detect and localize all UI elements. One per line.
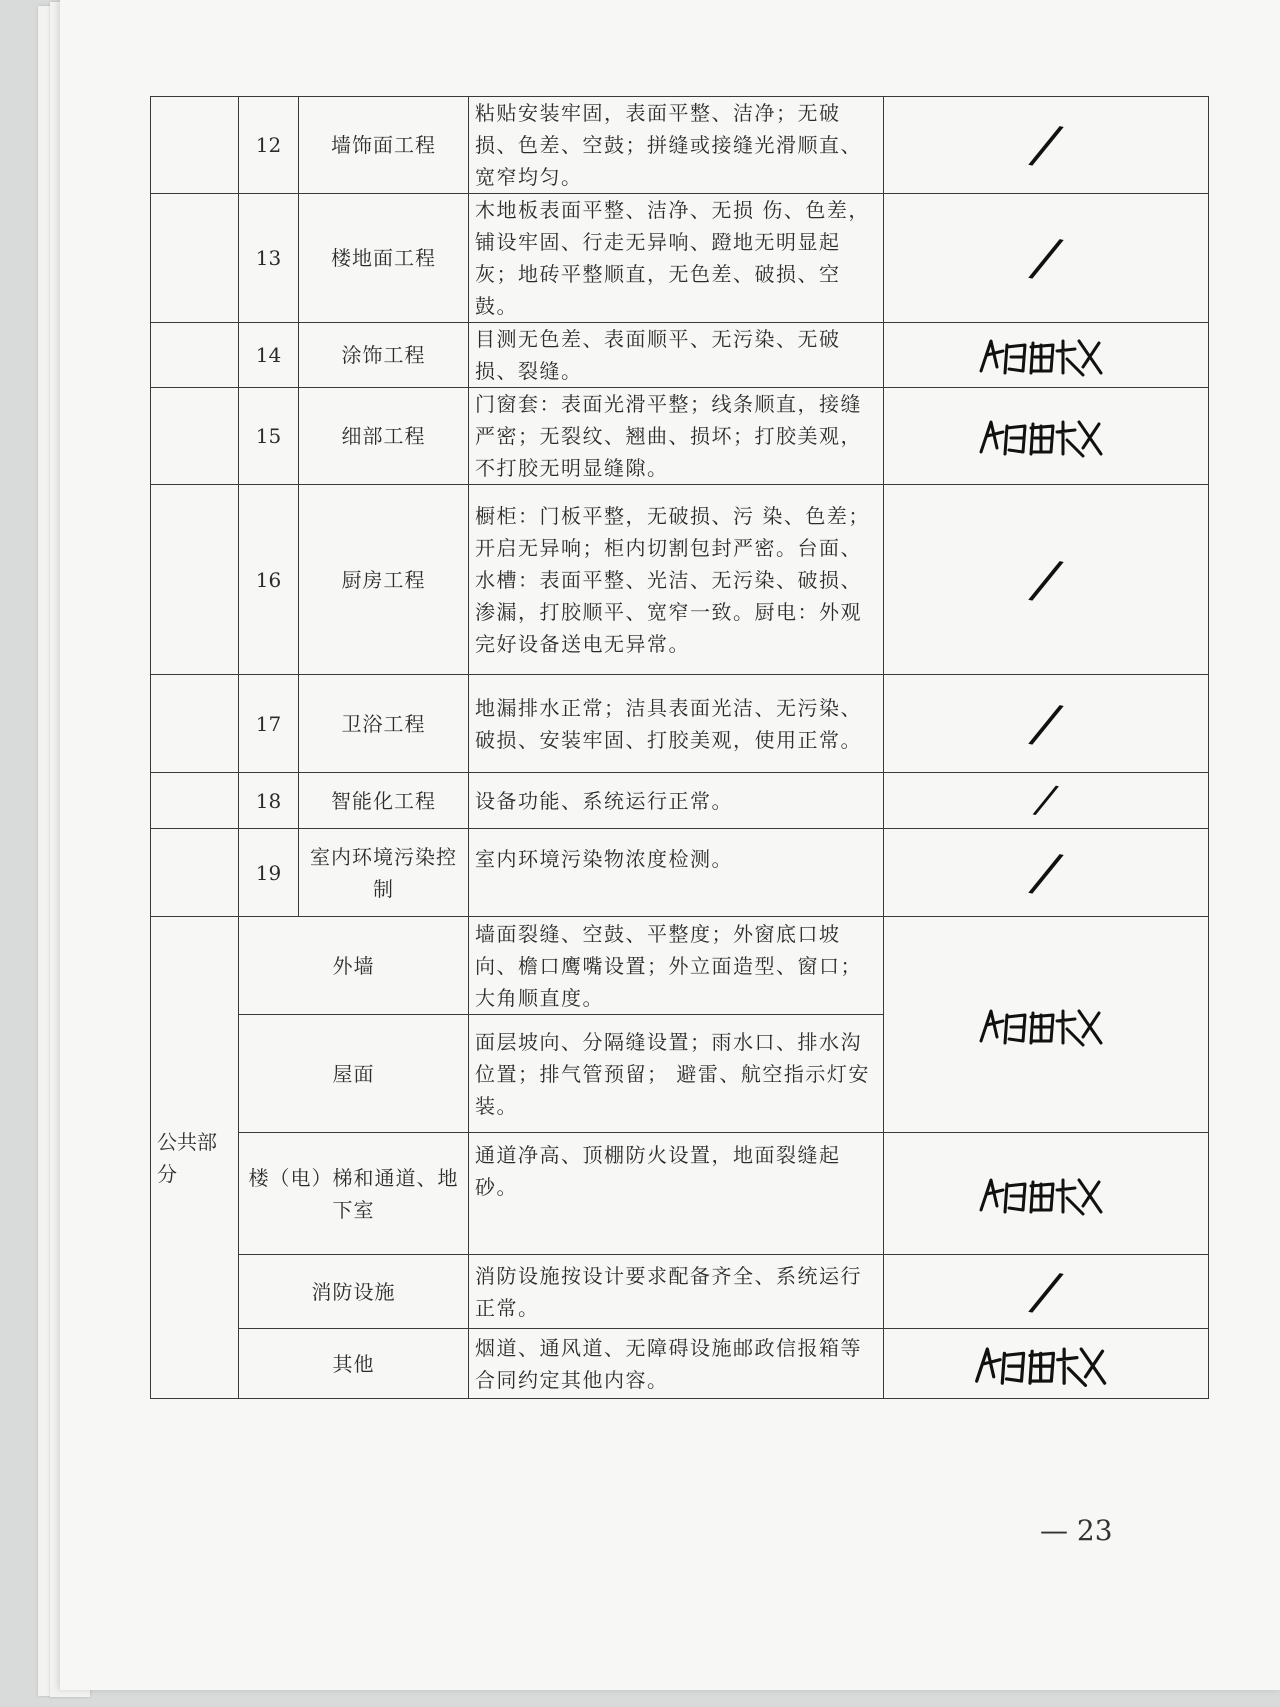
item-name: 消防设施 [239, 1255, 469, 1329]
handwritten-result: / [1030, 111, 1062, 178]
item-name: 细部工程 [299, 388, 469, 485]
table-row [151, 829, 1209, 917]
handwritten-signature [971, 327, 1121, 383]
row-number: 19 [239, 829, 299, 917]
handwritten-signature [966, 1334, 1126, 1394]
result-cell [884, 917, 1209, 1133]
table-row [151, 917, 1209, 1015]
result-cell [884, 1133, 1209, 1255]
item-name: 智能化工程 [299, 773, 469, 829]
result-cell [884, 388, 1209, 485]
table-row [151, 1255, 1209, 1329]
item-name: 外墙 [239, 917, 469, 1015]
table-row [151, 675, 1209, 773]
item-name: 楼（电）梯和通道、地下室 [239, 1133, 469, 1255]
handwritten-result: / [1030, 224, 1062, 291]
result-cell [884, 194, 1209, 323]
handwritten-signature [971, 408, 1121, 464]
item-name: 涂饰工程 [299, 323, 469, 388]
item-name: 卫浴工程 [299, 675, 469, 773]
table-row [151, 323, 1209, 388]
item-requirement: 门窗套：表面光滑平整；线条顺直，接缝严密；无裂纹、翘曲、损坏；打胶美观，不打胶无明显缝隙。 [469, 388, 884, 485]
handwritten-signature [971, 1164, 1121, 1224]
item-requirement: 室内环境污染物浓度检测。 [469, 829, 884, 917]
result-cell [884, 485, 1209, 675]
item-name: 屋面 [239, 1015, 469, 1133]
table-row [151, 773, 1209, 829]
result-cell [884, 323, 1209, 388]
table-row [151, 388, 1209, 485]
item-requirement: 通道净高、顶棚防火设置，地面裂缝起砂。 [469, 1133, 884, 1255]
handwritten-signature [971, 995, 1121, 1055]
result-cell [884, 675, 1209, 773]
item-requirement: 设备功能、系统运行正常。 [469, 773, 884, 829]
item-requirement: 地漏排水正常；洁具表面光洁、无污染、破损、安装牢固、打胶美观，使用正常。 [469, 675, 884, 773]
result-cell [884, 1255, 1209, 1329]
item-requirement: 消防设施按设计要求配备齐全、系统运行正常。 [469, 1255, 884, 1329]
table-row [151, 1133, 1209, 1255]
row-number: 14 [239, 323, 299, 388]
table-row [151, 194, 1209, 323]
item-requirement: 目测无色差、表面顺平、无污染、无破损、裂缝。 [469, 323, 884, 388]
item-requirement: 烟道、通风道、无障碍设施邮政信报箱等合同约定其他内容。 [469, 1329, 884, 1399]
item-name: 厨房工程 [299, 485, 469, 675]
row-number: 13 [239, 194, 299, 323]
handwritten-result: / [1034, 775, 1058, 824]
public-section-label: 公共部分 [151, 917, 239, 1399]
inspection-table [150, 96, 1209, 1399]
row-number: 17 [239, 675, 299, 773]
row-number: 18 [239, 773, 299, 829]
item-requirement: 粘贴安装牢固，表面平整、洁净；无破损、色差、空鼓；拼缝或接缝光滑顺直、宽窄均匀。 [469, 97, 884, 194]
item-requirement: 面层坡向、分隔缝设置；雨水口、排水沟位置；排气管预留； 避雷、航空指示灯安装。 [469, 1015, 884, 1133]
handwritten-result: / [1030, 546, 1062, 612]
item-requirement: 橱柜：门板平整，无破损、污 染、色差；开启无异响；柜内切割包封严密。台面、水槽：表面平整、光洁、无污染、破损、渗漏，打胶顺平、宽窄一致。厨电：外观完好设备送电无异常。 [469, 485, 884, 675]
row-number: 12 [239, 97, 299, 194]
item-name: 墙饰面工程 [299, 97, 469, 194]
result-cell [884, 97, 1209, 194]
handwritten-result: / [1030, 839, 1062, 905]
handwritten-result: / [1030, 1258, 1062, 1324]
item-name: 室内环境污染控制 [299, 829, 469, 917]
item-requirement: 木地板表面平整、洁净、无损 伤、色差，铺设牢固、行走无异响、蹬地无明显起灰；地砖平整顺直，无色差、破损、空鼓。 [469, 194, 884, 323]
table-row [151, 97, 1209, 194]
page-number: — 23 [1040, 1514, 1113, 1547]
row-number: 16 [239, 485, 299, 675]
row-number: 15 [239, 388, 299, 485]
table-row [151, 485, 1209, 675]
table-row [151, 1329, 1209, 1399]
item-name: 其他 [239, 1329, 469, 1399]
result-cell [884, 773, 1209, 829]
item-requirement: 墙面裂缝、空鼓、平整度；外窗底口坡向、檐口鹰嘴设置；外立面造型、窗口；大角顺直度。 [469, 917, 884, 1015]
result-cell [884, 1329, 1209, 1399]
item-name: 楼地面工程 [299, 194, 469, 323]
result-cell [884, 829, 1209, 917]
handwritten-result: / [1030, 690, 1062, 756]
